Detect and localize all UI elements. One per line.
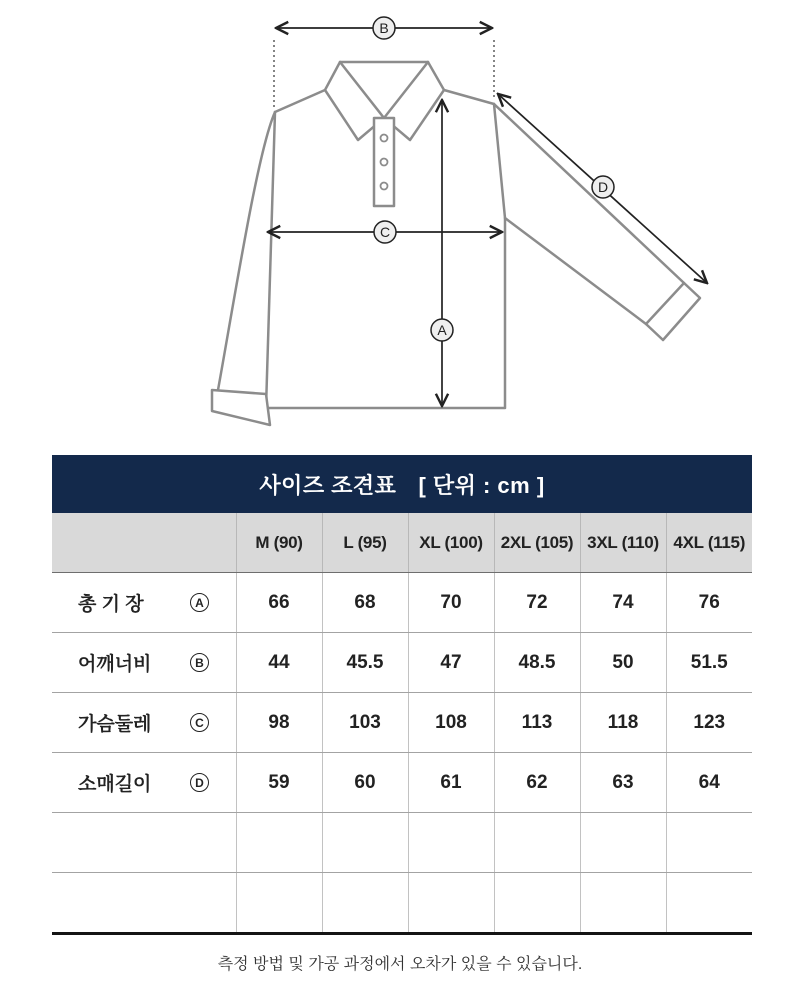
empty-cell	[322, 873, 408, 934]
table-cell: 59	[236, 753, 322, 813]
empty-cell	[408, 813, 494, 873]
size-column-header: 4XL (115)	[666, 513, 752, 573]
row-label-cell	[52, 753, 236, 813]
table-cell: 76	[666, 573, 752, 633]
header-corner-cell	[52, 513, 236, 573]
measure-letter: C	[379, 224, 391, 240]
table-header-row	[52, 513, 752, 573]
table-cell: 74	[580, 573, 666, 633]
table-cell: 61	[408, 753, 494, 813]
empty-cell	[52, 873, 236, 934]
measure-letter-badge: D	[190, 773, 209, 792]
table-cell: 64	[666, 753, 752, 813]
row-label-cell	[52, 633, 236, 693]
empty-cell	[408, 873, 494, 934]
measure-letter: A	[437, 322, 447, 338]
size-column-header: M (90)	[236, 513, 322, 573]
measure-badge-b	[373, 17, 395, 39]
row-label: 총 기 장	[78, 594, 144, 615]
row-label-cell	[52, 573, 236, 633]
table-title: 사이즈 조견표	[259, 472, 397, 498]
table-cell: 68	[322, 573, 408, 633]
row-label: 소매길이	[78, 774, 152, 795]
left-cuff	[212, 390, 270, 425]
empty-cell	[666, 873, 752, 934]
empty-cell	[322, 813, 408, 873]
table-cell: 72	[494, 573, 580, 633]
measurement-disclaimer: 측정 방법 및 가공 과정에서 오차가 있을 수 있습니다.	[217, 956, 583, 973]
size-column-header: L (95)	[322, 513, 408, 573]
empty-cell	[52, 813, 236, 873]
measure-letter-badge: B	[190, 653, 209, 672]
right-cuff	[646, 283, 700, 340]
table-row	[52, 693, 752, 753]
table-row-empty	[52, 813, 752, 873]
table-cell: 48.5	[494, 633, 580, 693]
size-table	[52, 455, 752, 935]
size-chart-table	[52, 455, 752, 935]
table-title-bar	[52, 455, 752, 513]
placket	[374, 118, 394, 206]
measure-letter-badge: C	[190, 713, 209, 732]
table-cell: 63	[580, 753, 666, 813]
table-cell: 103	[322, 693, 408, 753]
table-cell: 47	[408, 633, 494, 693]
table-cell: 98	[236, 693, 322, 753]
empty-cell	[236, 813, 322, 873]
empty-cell	[494, 873, 580, 934]
garment-measurement-diagram	[0, 0, 800, 440]
table-unit: [ 단위 : cm ]	[418, 472, 545, 498]
table-cell: 108	[408, 693, 494, 753]
size-column-header: 3XL (110)	[580, 513, 666, 573]
table-cell: 123	[666, 693, 752, 753]
size-column-header: XL (100)	[408, 513, 494, 573]
table-title-row	[52, 455, 752, 513]
table-row	[52, 633, 752, 693]
empty-cell	[236, 873, 322, 934]
table-row	[52, 573, 752, 633]
empty-cell	[580, 813, 666, 873]
table-cell: 66	[236, 573, 322, 633]
row-label: 어깨너비	[78, 654, 152, 675]
row-label: 가슴둘레	[78, 714, 152, 735]
table-cell: 45.5	[322, 633, 408, 693]
table-cell: 70	[408, 573, 494, 633]
table-row-empty	[52, 873, 752, 934]
measure-badge-c	[374, 221, 396, 243]
row-label-cell	[52, 693, 236, 753]
empty-cell	[666, 813, 752, 873]
empty-cell	[580, 873, 666, 934]
table-cell: 50	[580, 633, 666, 693]
table-cell: 62	[494, 753, 580, 813]
table-cell: 60	[322, 753, 408, 813]
table-row	[52, 753, 752, 813]
measure-letter: B	[379, 20, 389, 36]
empty-cell	[494, 813, 580, 873]
table-cell: 113	[494, 693, 580, 753]
table-cell: 51.5	[666, 633, 752, 693]
table-cell: 44	[236, 633, 322, 693]
measure-letter-badge: A	[190, 593, 209, 612]
size-column-header: 2XL (105)	[494, 513, 580, 573]
measure-letter: D	[597, 179, 609, 195]
table-cell: 118	[580, 693, 666, 753]
right-sleeve	[494, 104, 684, 324]
measure-badge-a	[431, 319, 453, 341]
left-sleeve	[218, 112, 275, 390]
measure-badge-d	[592, 176, 614, 198]
